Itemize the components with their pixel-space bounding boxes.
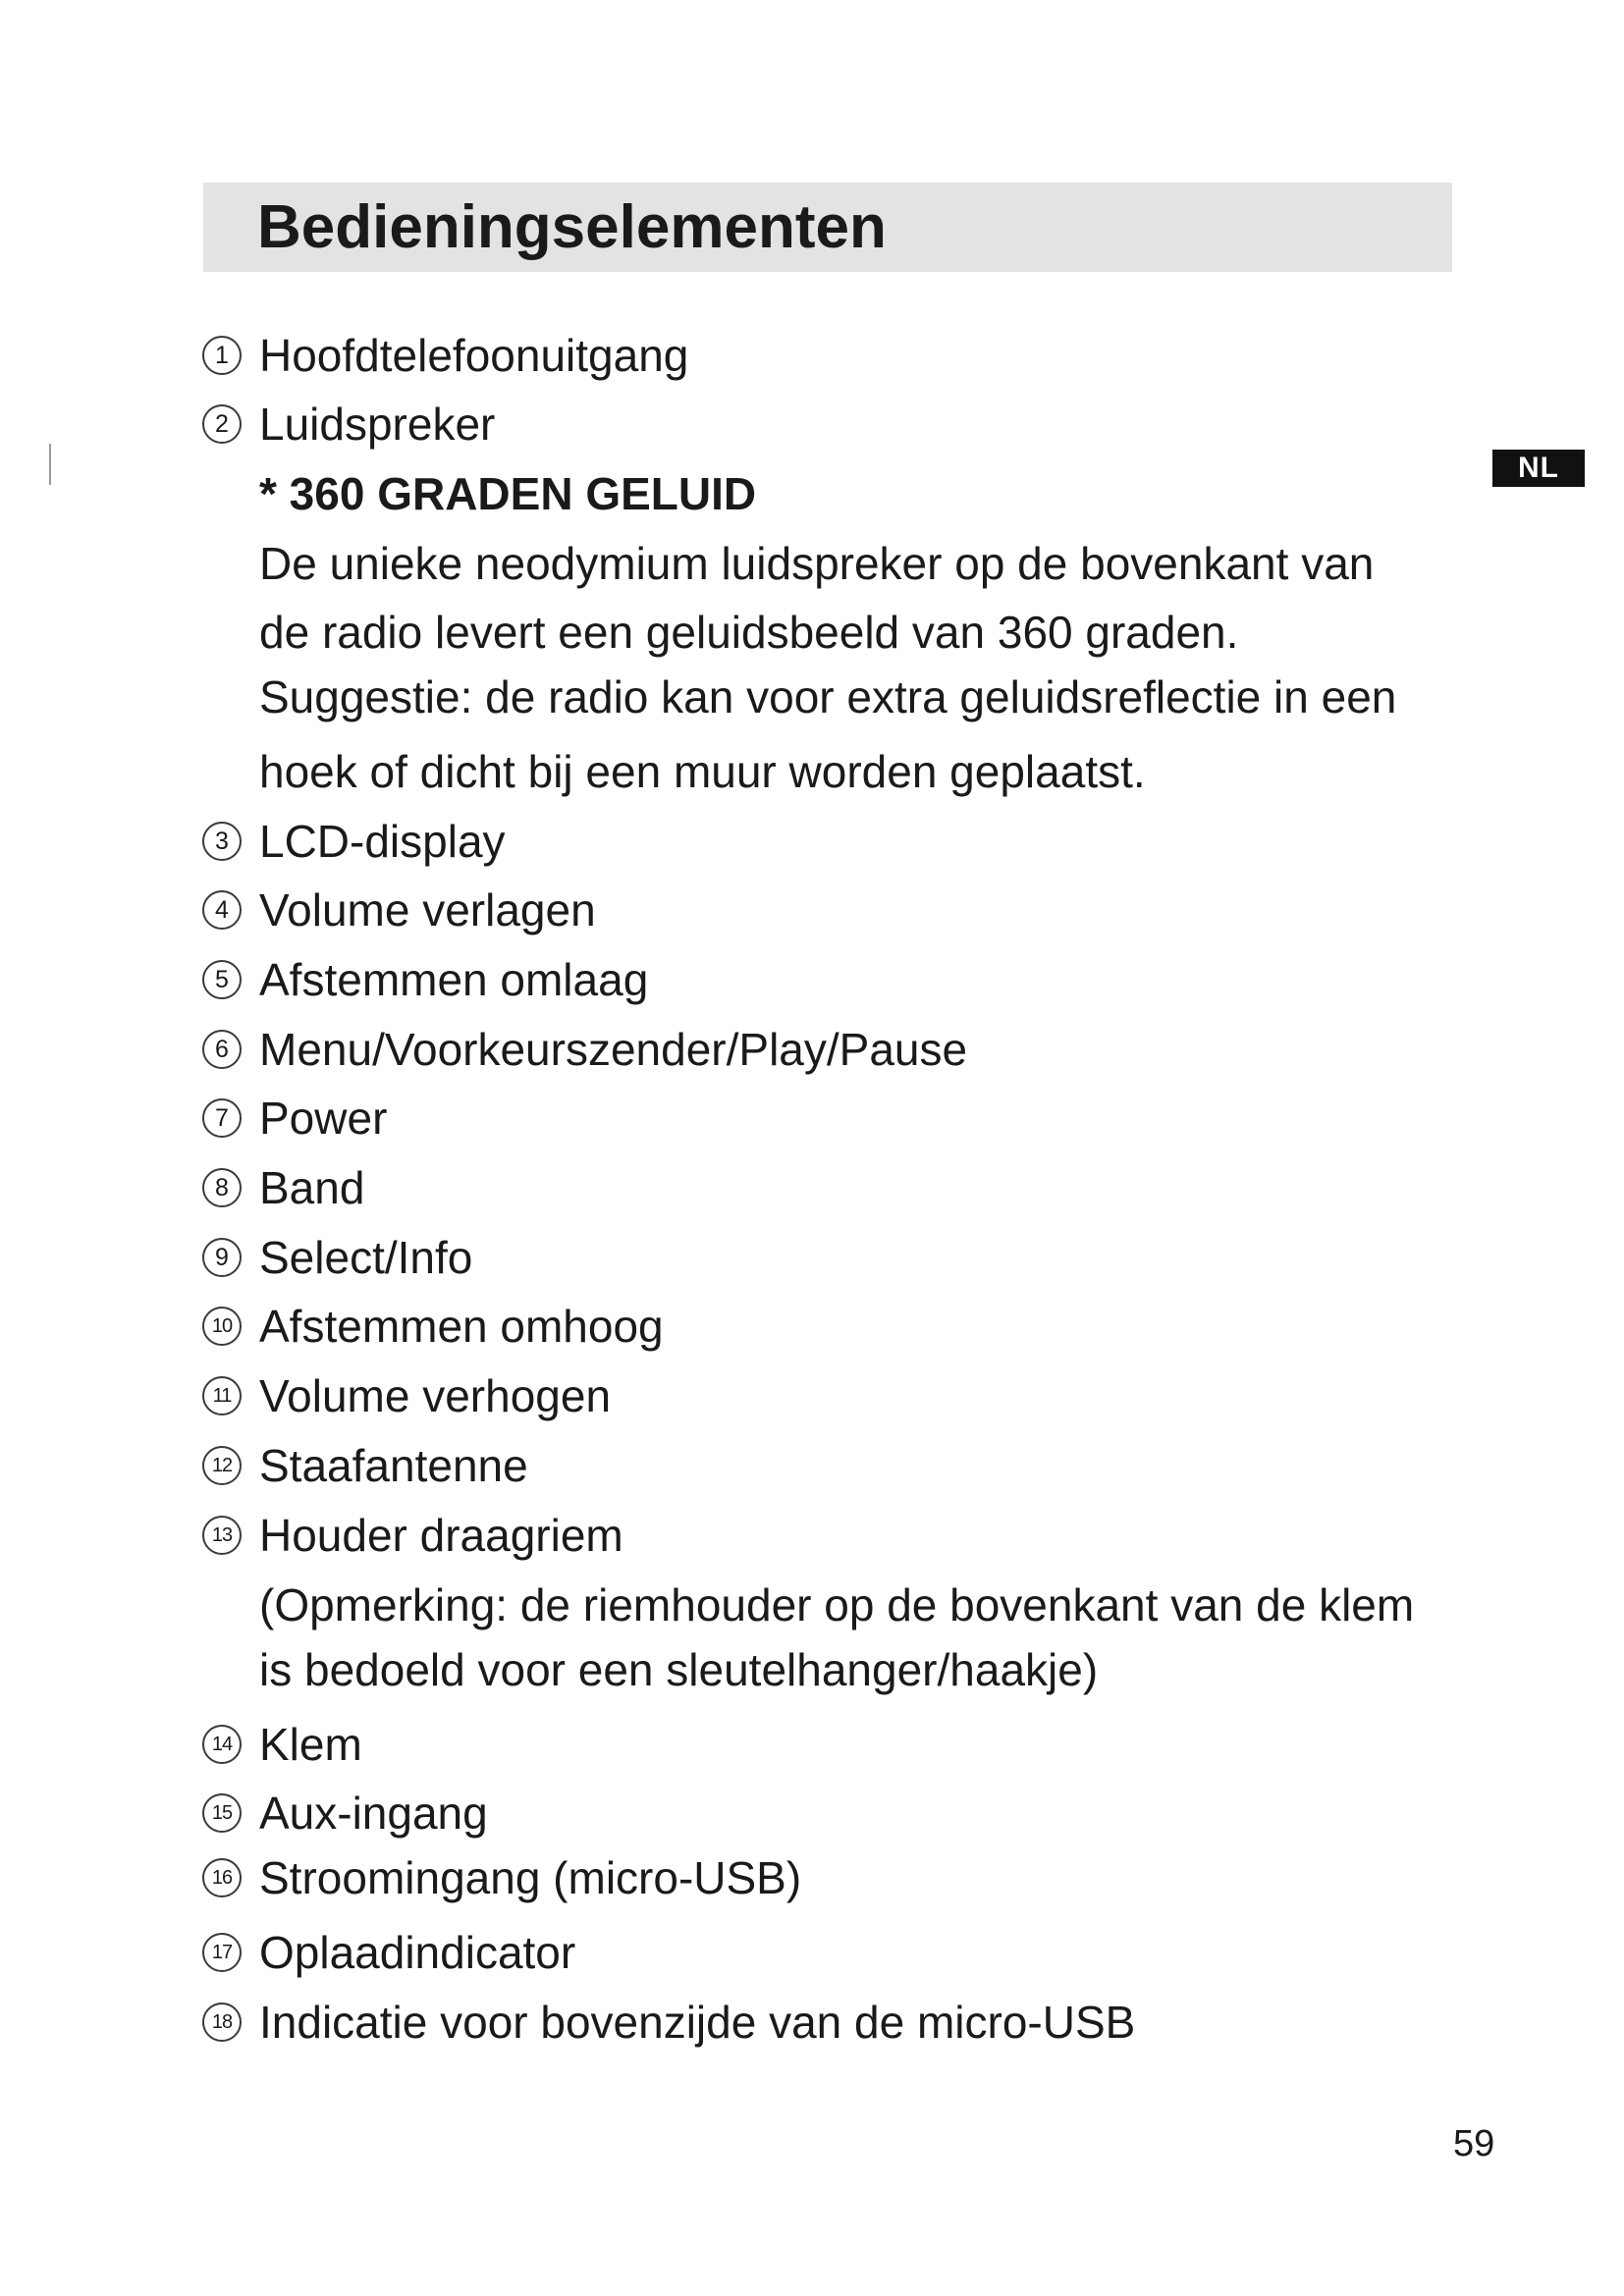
- item-label: Power: [259, 1093, 388, 1144]
- item-number-badge: 11: [202, 1376, 242, 1415]
- item-number-badge: 9: [202, 1238, 242, 1277]
- item-number-badge: 16: [202, 1858, 242, 1897]
- speaker-note-line: de radio levert een geluidsbeeld van 360 graden.: [259, 607, 1239, 658]
- item-label: Houder draagriem: [259, 1510, 623, 1561]
- item-label: LCD-display: [259, 816, 506, 867]
- item-label: Volume verlagen: [259, 884, 596, 935]
- strap-note-line: (Opmerking: de riemhouder op de bovenkant van de klem: [259, 1579, 1415, 1630]
- item-number-badge: 18: [202, 2002, 242, 2042]
- item-number-badge: 8: [202, 1168, 242, 1207]
- item-label: Luidspreker: [259, 399, 496, 450]
- item-label: Hoofdtelefoonuitgang: [259, 330, 689, 381]
- item-number-badge: 7: [202, 1098, 242, 1138]
- page-number: 59: [1453, 2123, 1495, 2164]
- item-number-badge: 5: [202, 960, 242, 999]
- item-number-badge: 12: [202, 1446, 242, 1485]
- speaker-note-line: De unieke neodymium luidspreker op de bovenkant van: [259, 538, 1375, 589]
- item-label: Select/Info: [259, 1232, 473, 1283]
- item-number-badge: 15: [202, 1793, 242, 1833]
- language-badge: NL: [1492, 450, 1585, 487]
- item-number-badge: 6: [202, 1030, 242, 1069]
- item-number-badge: 4: [202, 890, 242, 930]
- item-label: Band: [259, 1162, 365, 1213]
- item-number-badge: 13: [202, 1516, 242, 1555]
- item-number-badge: 10: [202, 1307, 242, 1346]
- item-label: Volume verhogen: [259, 1370, 612, 1421]
- item-number-badge: 3: [202, 822, 242, 861]
- strap-note-line: is bedoeld voor een sleutelhanger/haakje): [259, 1644, 1099, 1695]
- item-label: Menu/Voorkeurszender/Play/Pause: [259, 1024, 968, 1075]
- item-label: Klem: [259, 1719, 362, 1770]
- item-label: Staafantenne: [259, 1440, 528, 1491]
- speaker-note-heading: * 360 GRADEN GELUID: [259, 468, 757, 519]
- item-label: Afstemmen omlaag: [259, 954, 649, 1005]
- item-label: Indicatie voor bovenzijde van de micro-USB: [259, 1997, 1136, 2048]
- item-label: Oplaadindicator: [259, 1927, 576, 1978]
- item-label: Afstemmen omhoog: [259, 1301, 664, 1352]
- item-number-badge: 1: [202, 336, 242, 375]
- section-title: Bedieningselementen: [257, 193, 887, 261]
- speaker-note-line: Suggestie: de radio kan voor extra geluidsreflectie in een: [259, 671, 1397, 722]
- margin-mark: [49, 444, 51, 485]
- item-number-badge: 14: [202, 1725, 242, 1764]
- item-label: Aux-ingang: [259, 1788, 488, 1839]
- item-number-badge: 2: [202, 404, 242, 444]
- section-title-bar: [203, 183, 1452, 272]
- item-label: Stroomingang (micro-USB): [259, 1852, 802, 1903]
- item-number-badge: 17: [202, 1933, 242, 1972]
- speaker-note-line: hoek of dicht bij een muur worden geplaatst.: [259, 746, 1146, 797]
